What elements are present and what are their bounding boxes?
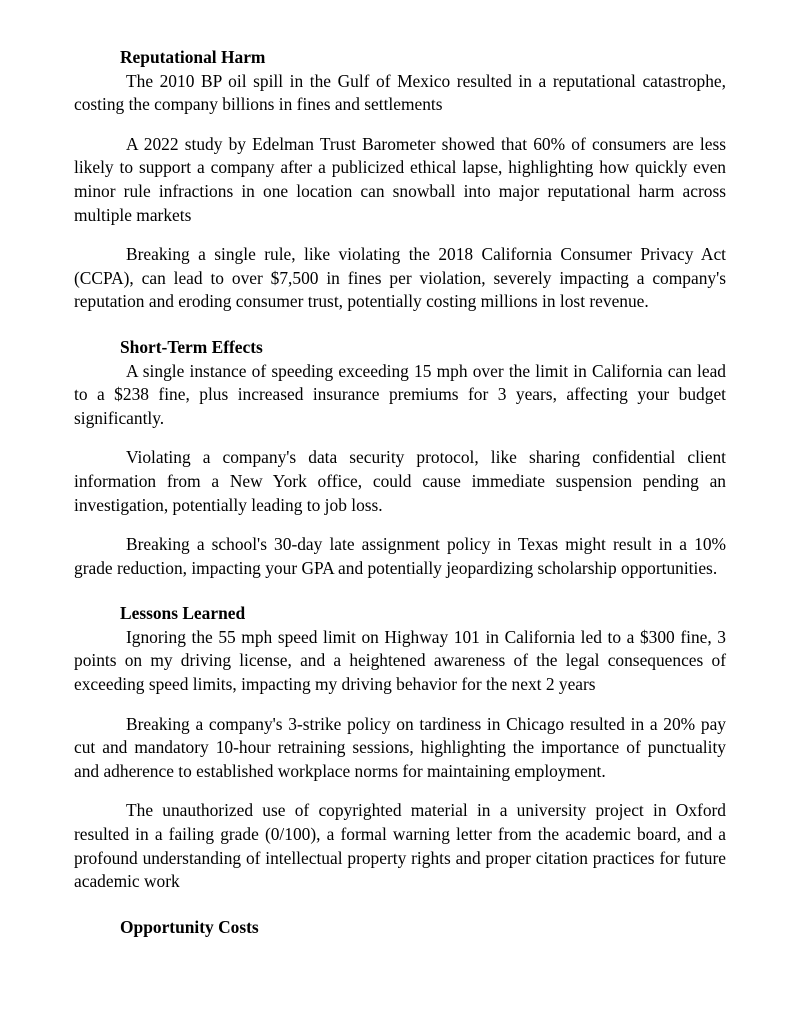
section-heading-lessons-learned: Lessons Learned [120, 603, 246, 624]
paragraph: A single instance of speeding exceeding 15 mph over the limit in California can lead to a $238 fine, plus increased insurance premiums for 3 years, affecting your budget significantly. [74, 360, 726, 428]
paragraph: Breaking a school's 30-day late assignment policy in Texas might result in a 10% grade reduction, impacting your GPA and potentially jeopardizing scholarship opportunities. [74, 534, 726, 578]
section-heading-short-term-effects: Short-Term Effects [120, 336, 263, 357]
paragraph: Breaking a company's 3-strike policy on tardiness in Chicago resulted in a 20% pay cut and mandatory 10-hour retraining sessions, highlighting the importance of punctuality and adherence to established workplace norms for maintaining employment. [74, 713, 726, 781]
section-heading-reputational-harm: Reputational Harm [120, 47, 266, 67]
document-body [74, 46, 726, 939]
paragraph: Breaking a single rule, like violating the 2018 California Consumer Privacy Act (CCPA), can lead to over $7,500 in fines per violation, severely impacting a company's reputation and eroding consumer trust, potentially costing millions in lost revenue. [74, 244, 726, 312]
paragraph: A 2022 study by Edelman Trust Barometer showed that 60% of consumers are less likely to support a company after a publicized ethical lapse, highlighting how quickly even minor rule infractions in one location can snowball into major reputational harm across multiple markets [74, 133, 726, 225]
paragraph: Violating a company's data security protocol, like sharing confidential client information from a New York office, could cause immediate suspension pending an investigation, potentially leading to job loss. [74, 447, 726, 515]
paragraph: Ignoring the 55 mph speed limit on Highway 101 in California led to a $300 fine, 3 points on my driving license, and a heightened awareness of the legal consequences of exceeding speed limits, impacting my driving behavior for the next 2 years [74, 626, 726, 695]
paragraph: The 2010 BP oil spill in the Gulf of Mexico resulted in a reputational catastrophe, costing the company billions in fines and settlements [74, 70, 726, 115]
paragraph: The unauthorized use of copyrighted material in a university project in Oxford resulted in a failing grade (0/100), a formal warning letter from the academic board, and a profound understanding of intellectual property rights and proper citation practices for future academic work [74, 800, 726, 892]
section-heading-opportunity-costs: Opportunity Costs [120, 916, 259, 937]
